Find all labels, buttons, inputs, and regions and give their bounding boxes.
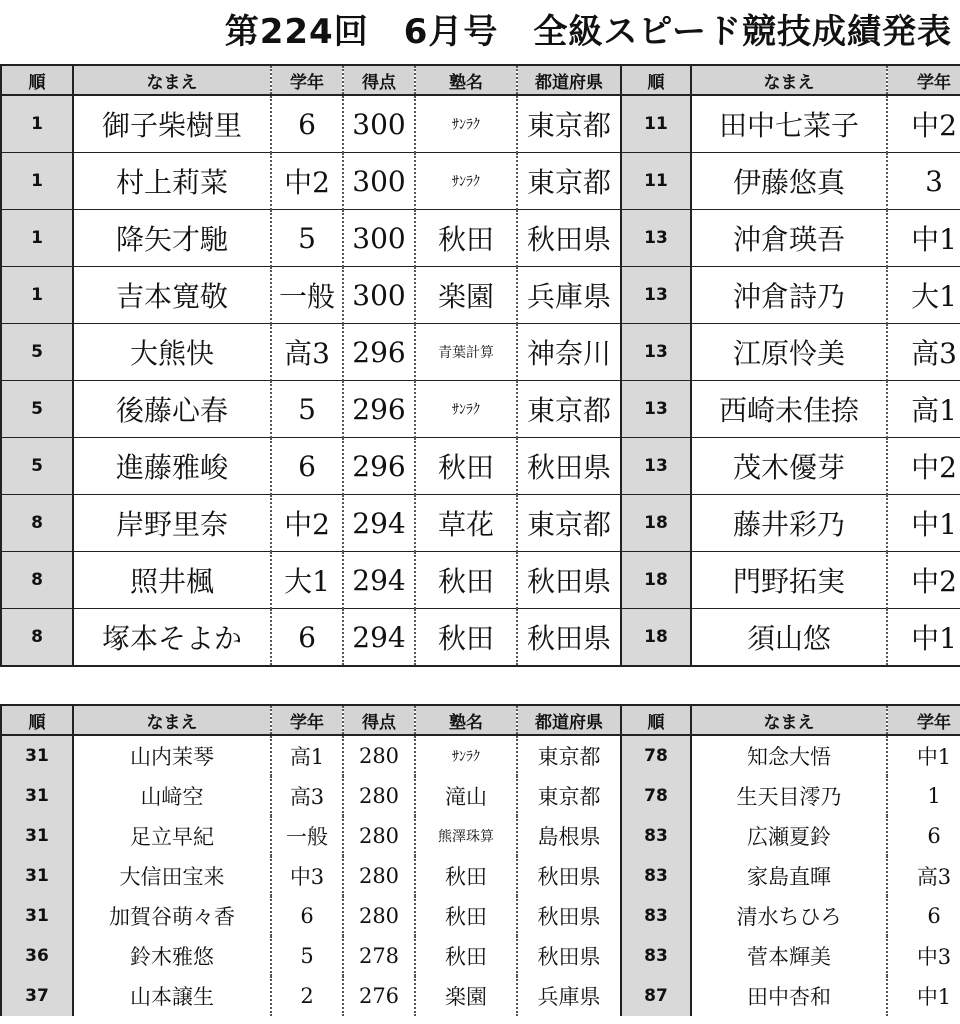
score-cell: 294 (343, 495, 415, 552)
grade-cell: 大1 (887, 267, 960, 324)
table-row (1, 438, 960, 495)
pref-cell: 秋田県 (517, 856, 621, 896)
school-cell: ｻﾝﾗｸ (415, 381, 517, 438)
name-cell: 吉本寛敬 (73, 267, 271, 324)
rank-cell: 78 (621, 735, 691, 776)
grade-header: 学年 (271, 65, 343, 95)
grade-cell: 5 (271, 210, 343, 267)
rank-cell: 18 (621, 495, 691, 552)
school-cell: 秋田 (415, 896, 517, 936)
grade-cell: 6 (271, 896, 343, 936)
grade-cell: 6 (271, 95, 343, 153)
school-cell: 秋田 (415, 609, 517, 667)
grade-cell: 6 (271, 438, 343, 495)
grade-cell: 中2 (887, 552, 960, 609)
table-row (1, 95, 960, 153)
score-header: 得点 (343, 705, 415, 735)
rank-cell: 83 (621, 936, 691, 976)
name-header: なまえ (691, 705, 887, 735)
rank-cell: 18 (621, 552, 691, 609)
name-cell: 田中七菜子 (691, 95, 887, 153)
name-cell: 鈴木雅悠 (73, 936, 271, 976)
pref-cell: 東京都 (517, 381, 621, 438)
grade-cell: 大1 (271, 552, 343, 609)
school-cell: 秋田 (415, 936, 517, 976)
grade-cell: 中1 (887, 609, 960, 667)
name-cell: 大信田宝来 (73, 856, 271, 896)
name-cell: 沖倉瑛吾 (691, 210, 887, 267)
name-cell: 山﨑空 (73, 776, 271, 816)
name-cell: 塚本そよか (73, 609, 271, 667)
grade-cell: 中2 (887, 95, 960, 153)
table-row (1, 381, 960, 438)
pref-cell: 秋田県 (517, 210, 621, 267)
name-cell: 大熊快 (73, 324, 271, 381)
rank-cell: 5 (1, 324, 73, 381)
grade-cell: 6 (887, 816, 960, 856)
pref-cell: 秋田県 (517, 438, 621, 495)
school-cell: 楽園 (415, 267, 517, 324)
rank-cell: 18 (621, 609, 691, 667)
pref-cell: 東京都 (517, 153, 621, 210)
pref-cell: 兵庫県 (517, 976, 621, 1016)
pref-cell: 東京都 (517, 95, 621, 153)
name-cell: 後藤心春 (73, 381, 271, 438)
rank-cell: 87 (621, 976, 691, 1016)
rank-cell: 37 (1, 976, 73, 1016)
rank-cell: 1 (1, 153, 73, 210)
grade-cell: 高1 (887, 381, 960, 438)
pref-cell: 秋田県 (517, 936, 621, 976)
score-cell: 294 (343, 552, 415, 609)
score-cell: 296 (343, 324, 415, 381)
name-cell: 清水ちひろ (691, 896, 887, 936)
rank-cell: 5 (1, 381, 73, 438)
grade-header: 学年 (271, 705, 343, 735)
pref-cell: 秋田県 (517, 609, 621, 667)
results-table-bottom (0, 704, 960, 1016)
school-cell: ｻﾝﾗｸ (415, 95, 517, 153)
name-cell: 西崎未佳捺 (691, 381, 887, 438)
name-cell: 村上莉菜 (73, 153, 271, 210)
grade-cell: 6 (271, 609, 343, 667)
score-header: 得点 (343, 65, 415, 95)
pref-cell: 東京都 (517, 735, 621, 776)
name-cell: 田中杏和 (691, 976, 887, 1016)
name-cell: 山内茉琴 (73, 735, 271, 776)
name-cell: 知念大悟 (691, 735, 887, 776)
grade-cell: 1 (887, 776, 960, 816)
rank-cell: 31 (1, 816, 73, 856)
rank-cell: 1 (1, 267, 73, 324)
rank-cell: 11 (621, 153, 691, 210)
score-cell: 296 (343, 438, 415, 495)
name-cell: 菅本輝美 (691, 936, 887, 976)
table-row (1, 936, 960, 976)
score-cell: 276 (343, 976, 415, 1016)
grade-cell: 2 (271, 976, 343, 1016)
name-cell: 門野拓実 (691, 552, 887, 609)
score-cell: 280 (343, 735, 415, 776)
name-cell: 岸野里奈 (73, 495, 271, 552)
name-cell: 広瀬夏鈴 (691, 816, 887, 856)
name-cell: 降矢才馳 (73, 210, 271, 267)
school-cell: 滝山 (415, 776, 517, 816)
table-row (1, 609, 960, 667)
pref-cell: 秋田県 (517, 552, 621, 609)
grade-cell: 一般 (271, 267, 343, 324)
table-row (1, 324, 960, 381)
page-title: 第224回 6月号 全級スピード競技成績発表 (224, 12, 952, 52)
name-cell: 茂木優芽 (691, 438, 887, 495)
pref-cell: 秋田県 (517, 896, 621, 936)
grade-cell: 6 (887, 896, 960, 936)
rank-cell: 13 (621, 210, 691, 267)
score-cell: 294 (343, 609, 415, 667)
table-row (1, 735, 960, 776)
school-cell: 秋田 (415, 552, 517, 609)
school-cell: 草花 (415, 495, 517, 552)
school-cell: 秋田 (415, 856, 517, 896)
grade-cell: 中2 (271, 495, 343, 552)
table-header-row (1, 65, 960, 95)
table-row (1, 153, 960, 210)
rank-cell: 36 (1, 936, 73, 976)
table-row (1, 896, 960, 936)
rank-header: 順 (621, 705, 691, 735)
rank-cell: 83 (621, 856, 691, 896)
rank-header: 順 (1, 65, 73, 95)
name-cell: 須山悠 (691, 609, 887, 667)
pref-header: 都道府県 (517, 65, 621, 95)
name-header: なまえ (73, 65, 271, 95)
school-cell: 青葉計算 (415, 324, 517, 381)
name-cell: 足立早紀 (73, 816, 271, 856)
grade-cell: 中3 (887, 936, 960, 976)
pref-cell: 神奈川 (517, 324, 621, 381)
pref-cell: 東京都 (517, 776, 621, 816)
name-cell: 照井楓 (73, 552, 271, 609)
grade-cell: 中1 (887, 210, 960, 267)
score-cell: 296 (343, 381, 415, 438)
grade-cell: 一般 (271, 816, 343, 856)
table-row (1, 856, 960, 896)
grade-cell: 高3 (271, 324, 343, 381)
rank-cell: 31 (1, 776, 73, 816)
rank-header: 順 (1, 705, 73, 735)
score-cell: 300 (343, 153, 415, 210)
score-cell: 300 (343, 210, 415, 267)
name-cell: 伊藤悠真 (691, 153, 887, 210)
grade-cell: 中1 (887, 735, 960, 776)
name-cell: 家島直暉 (691, 856, 887, 896)
rank-cell: 31 (1, 735, 73, 776)
table-row (1, 495, 960, 552)
school-cell: 秋田 (415, 438, 517, 495)
table-row (1, 552, 960, 609)
grade-cell: 高1 (271, 735, 343, 776)
name-header: なまえ (691, 65, 887, 95)
score-cell: 278 (343, 936, 415, 976)
rank-cell: 31 (1, 856, 73, 896)
grade-cell: 中1 (887, 976, 960, 1016)
rank-cell: 5 (1, 438, 73, 495)
score-cell: 280 (343, 856, 415, 896)
name-header: なまえ (73, 705, 271, 735)
rank-cell: 13 (621, 438, 691, 495)
school-header: 塾名 (415, 705, 517, 735)
results-table-top (0, 64, 960, 667)
name-cell: 御子柴樹里 (73, 95, 271, 153)
grade-cell: 中2 (271, 153, 343, 210)
school-cell: 熊澤珠算 (415, 816, 517, 856)
name-cell: 進藤雅峻 (73, 438, 271, 495)
score-cell: 280 (343, 816, 415, 856)
grade-cell: 3 (887, 153, 960, 210)
name-cell: 加賀谷萌々香 (73, 896, 271, 936)
rank-cell: 13 (621, 267, 691, 324)
table-row (1, 976, 960, 1016)
grade-cell: 高3 (271, 776, 343, 816)
grade-cell: 中3 (271, 856, 343, 896)
score-cell: 280 (343, 896, 415, 936)
name-cell: 生天目澪乃 (691, 776, 887, 816)
rank-cell: 83 (621, 896, 691, 936)
rank-cell: 31 (1, 896, 73, 936)
grade-header: 学年 (887, 65, 960, 95)
school-cell: ｻﾝﾗｸ (415, 735, 517, 776)
pref-cell: 東京都 (517, 495, 621, 552)
grade-cell: 高3 (887, 856, 960, 896)
score-cell: 300 (343, 267, 415, 324)
school-cell: 楽園 (415, 976, 517, 1016)
grade-cell: 5 (271, 381, 343, 438)
name-cell: 沖倉詩乃 (691, 267, 887, 324)
grade-header: 学年 (887, 705, 960, 735)
grade-cell: 5 (271, 936, 343, 976)
grade-cell: 高3 (887, 324, 960, 381)
name-cell: 山本譲生 (73, 976, 271, 1016)
table-row (1, 776, 960, 816)
rank-cell: 78 (621, 776, 691, 816)
table-row (1, 210, 960, 267)
table-row (1, 816, 960, 856)
rank-cell: 13 (621, 381, 691, 438)
school-header: 塾名 (415, 65, 517, 95)
school-cell: 秋田 (415, 210, 517, 267)
score-cell: 300 (343, 95, 415, 153)
rank-cell: 13 (621, 324, 691, 381)
rank-cell: 83 (621, 816, 691, 856)
rank-header: 順 (621, 65, 691, 95)
score-cell: 280 (343, 776, 415, 816)
rank-cell: 8 (1, 495, 73, 552)
grade-cell: 中2 (887, 438, 960, 495)
rank-cell: 11 (621, 95, 691, 153)
pref-cell: 兵庫県 (517, 267, 621, 324)
rank-cell: 8 (1, 609, 73, 667)
pref-cell: 島根県 (517, 816, 621, 856)
table-header-row (1, 705, 960, 735)
school-cell: ｻﾝﾗｸ (415, 153, 517, 210)
name-cell: 藤井彩乃 (691, 495, 887, 552)
rank-cell: 8 (1, 552, 73, 609)
grade-cell: 中1 (887, 495, 960, 552)
table-row (1, 267, 960, 324)
rank-cell: 1 (1, 210, 73, 267)
pref-header: 都道府県 (517, 705, 621, 735)
rank-cell: 1 (1, 95, 73, 153)
name-cell: 江原怜美 (691, 324, 887, 381)
